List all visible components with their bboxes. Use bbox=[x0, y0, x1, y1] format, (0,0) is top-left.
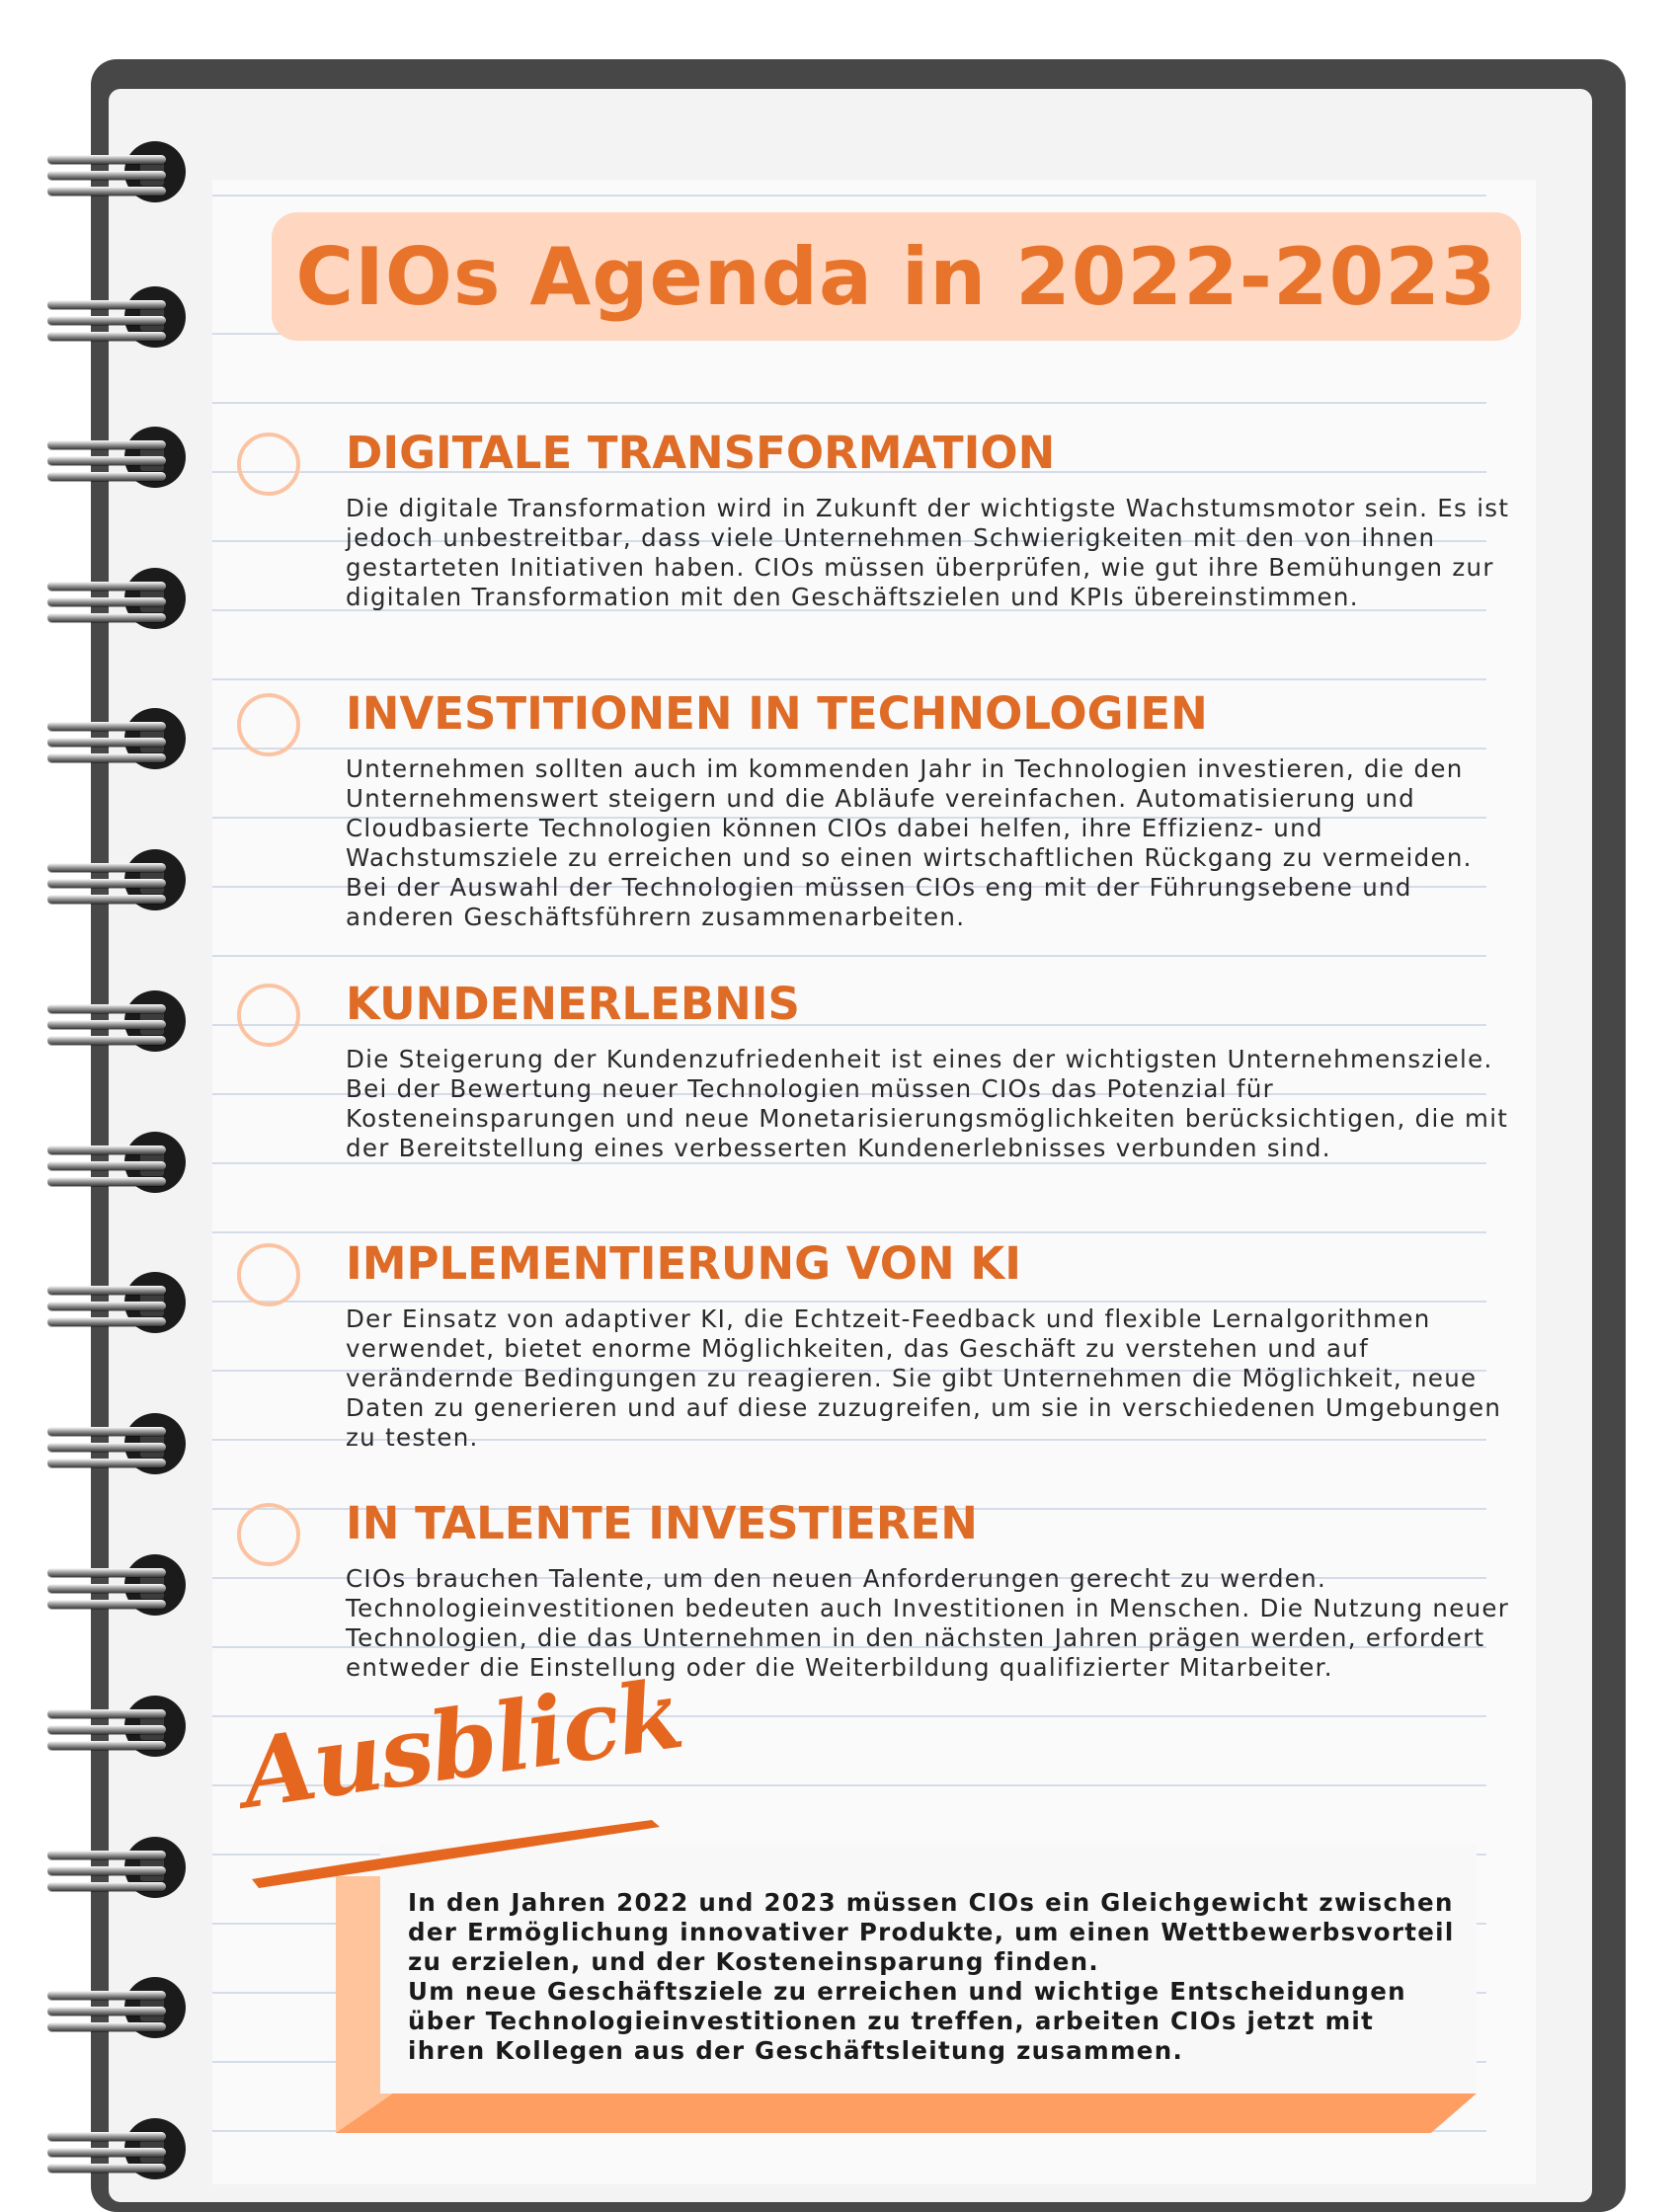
agenda-item-text: Unternehmen sollten auch im kommenden Jahr in Technologien investieren, die den Unternehmenswert steigern und die Abläufe vereinfachen. Automatisierung und Cloudbasierte Technologien können CIOs dabei helfen, ihre Effizienz- und Wachstumsziele zu erreichen und so einen wirtschaftlichen Rückgang zu vermeiden. Bei der Auswahl der Technologien müssen CIOs eng mit der Führungsebene und anderen Geschäftsführern zusammenarbeiten. bbox=[346, 754, 1473, 931]
spiral-ring bbox=[47, 849, 186, 912]
spiral-ring bbox=[47, 990, 186, 1054]
ausblick-paragraph: In den Jahren 2022 und 2023 müssen CIOs ein Gleichgewicht zwischen der Ermöglichung innovativer Produkte, um einen Wettbewerbsvorteil zu erzielen, und der Kosteneinsparung finden. bbox=[408, 1888, 1455, 1976]
checkbox-circle-icon bbox=[237, 433, 300, 496]
page-rule bbox=[212, 1301, 1486, 1303]
ausblick-heading: Ausblick bbox=[234, 1658, 688, 1831]
agenda-item-text: Die Steigerung der Kundenzufriedenheit ist eines der wichtigsten Unternehmensziele. Bei der Bewertung neuer Technologien müssen CIOs das Potenzial für Kosteneinsparungen und neue Monetarisierungsmöglichkeiten berücksichtigen, die mit der Bereitstellung eines verbesserten Kundenerlebnisses verbunden sind. bbox=[346, 1045, 1509, 1162]
checkbox-circle-icon bbox=[237, 1243, 300, 1306]
spiral-ring bbox=[47, 1977, 186, 2040]
agenda-item-heading: IMPLEMENTIERUNG VON KI bbox=[346, 1237, 1021, 1290]
agenda-item-text: Die digitale Transformation wird in Zukunft der wichtigste Wachstumsmotor sein. Es ist jedoch unbestreitbar, dass viele Unternehmen Schwierigkeiten mit den von ihnen gestarteten Initiativen haben. CIOs müssen überprüfen, wie gut ihre Bemühungen zur digitalen Transformation mit den Geschäftszielen und KPIs übereinstimmen. bbox=[346, 494, 1510, 611]
page-rule bbox=[212, 955, 1486, 957]
spiral-ring bbox=[47, 1554, 186, 1618]
spiral-ring bbox=[47, 1837, 186, 1900]
page-rule bbox=[212, 195, 1486, 197]
spiral-ring bbox=[47, 708, 186, 771]
checkbox-circle-icon bbox=[237, 693, 300, 756]
spiral-ring bbox=[47, 568, 186, 631]
spiral-ring bbox=[47, 2118, 186, 2181]
ausblick-heading-group bbox=[234, 1658, 688, 1891]
agenda-item-heading: DIGITALE TRANSFORMATION bbox=[346, 427, 1056, 479]
page-rule bbox=[212, 1231, 1486, 1233]
title-banner bbox=[272, 212, 1521, 341]
spiral-ring bbox=[47, 1272, 186, 1335]
ausblick-box-bottom bbox=[336, 2094, 1477, 2133]
spiral-ring bbox=[47, 1413, 186, 1476]
agenda-item-heading: KUNDENERLEBNIS bbox=[346, 978, 800, 1030]
spiral-ring bbox=[47, 1696, 186, 1759]
checkbox-circle-icon bbox=[237, 984, 300, 1047]
spiral-ring bbox=[47, 286, 186, 350]
page-rule bbox=[212, 402, 1486, 404]
page-rule bbox=[212, 678, 1486, 680]
ausblick-text bbox=[408, 1888, 1455, 2066]
checkbox-circle-icon bbox=[237, 1503, 300, 1566]
agenda-item-heading: IN TALENTE INVESTIEREN bbox=[346, 1497, 978, 1549]
spiral-ring bbox=[47, 1132, 186, 1195]
agenda-item-text: CIOs brauchen Talente, um den neuen Anforderungen gerecht zu werden. Technologieinvestitionen bedeuten auch Investitionen in Menschen. Die Nutzung neuer Technologien, die das Unternehmen in den nächsten Jahren prägen werden, erfordert entweder die Einstellung oder die Weiterbildung qualifizierter Mitarbeiter. bbox=[346, 1564, 1510, 1682]
ausblick-paragraph: Um neue Geschäftsziele zu erreichen und wichtige Entscheidungen über Technologieinvestitionen zu treffen, arbeiten CIOs jetzt mit ihren Kollegen aus der Geschäftsleitung zusammen. bbox=[408, 1977, 1406, 2065]
agenda-item-text: Der Einsatz von adaptiver KI, die Echtzeit-Feedback und flexible Lernalgorithmen verwendet, bietet enorme Möglichkeiten, das Geschäft zu verstehen und auf verändernde Bedingungen zu reagieren. Sie gibt Unternehmen die Möglichkeit, neue Daten zu generieren und auf diese zuzugreifen, um sie in verschiedenen Umgebungen zu testen. bbox=[346, 1304, 1502, 1452]
page-rule bbox=[212, 748, 1486, 750]
page-title: CIOs Agenda in 2022-2023 bbox=[295, 230, 1497, 323]
spiral-ring bbox=[47, 427, 186, 490]
spiral-ring bbox=[47, 141, 186, 204]
agenda-item-heading: INVESTITIONEN IN TECHNOLOGIEN bbox=[346, 687, 1208, 740]
